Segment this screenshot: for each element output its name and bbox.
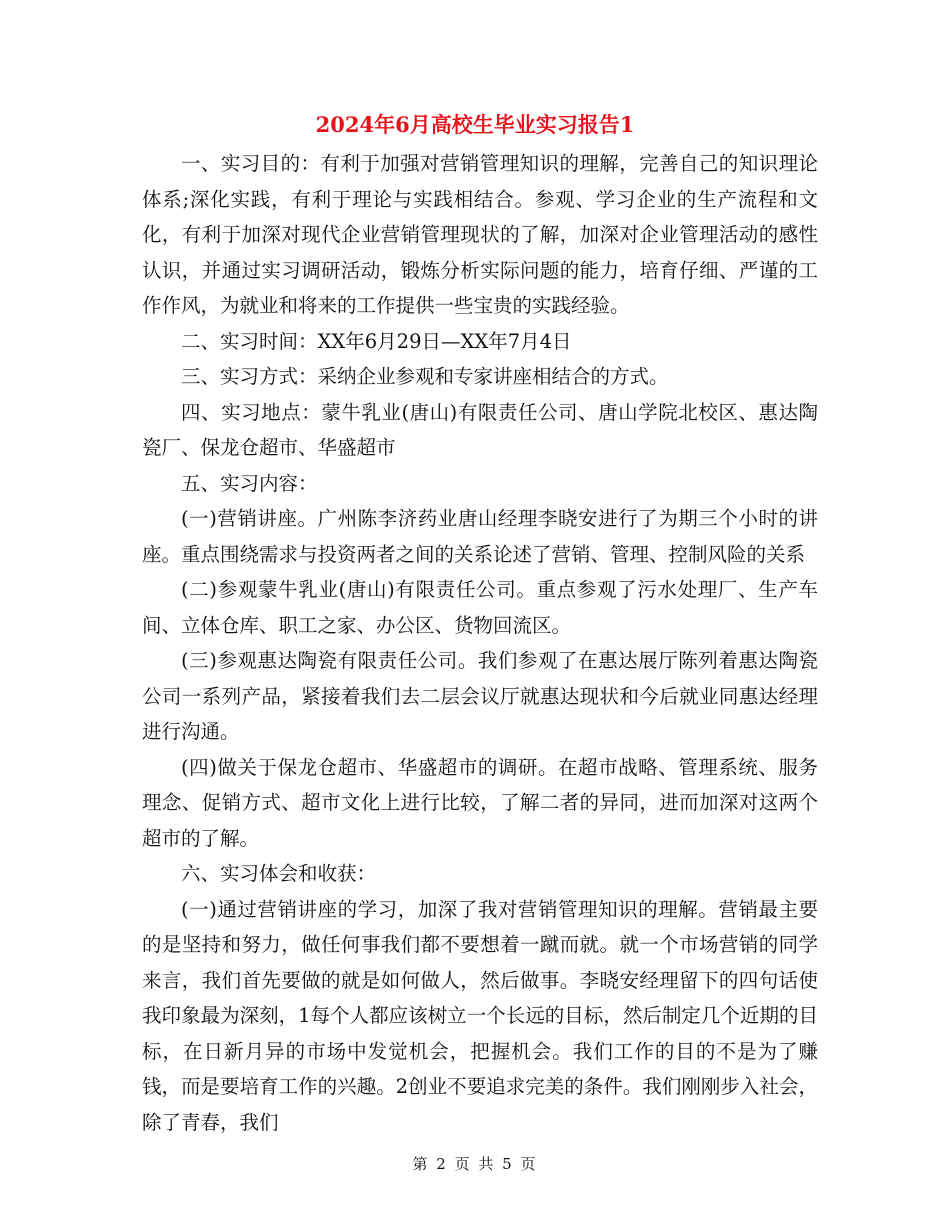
document-body: [142, 146, 818, 1140]
document-title: 2024年6月高校生毕业实习报告1: [315, 112, 635, 137]
paragraph-purpose: 一、实习目的：有利于加强对营销管理知识的理解，完善自己的知识理论体系;深化实践，有利于理论与实践相结合。参观、学习企业的生产流程和文化，有利于加深对现代企业营销管理现状的了解，加深对企业管理活动的感性认识，并通过实习调研活动，锻炼分析实际问题的能力，培育仔细、严谨的工作作风，为就业和将来的工作提供一些宝贵的实践经验。: [142, 152, 818, 317]
paragraph-huida-visit: (三)参观惠达陶瓷有限责任公司。我们参观了在惠达展厅陈列着惠达陶瓷公司一系列产品，紧接着我们去二层会议厅就惠达现状和今后就业同惠达经理进行沟通。: [142, 649, 818, 743]
paragraph-supermarket-research: (四)做关于保龙仓超市、华盛超市的调研。在超市战略、管理系统、服务理念、促销方式、超市文化上进行比较，了解二者的异同，进而加深对这两个超市的了解。: [142, 755, 818, 850]
paragraph-lecture: (一)营销讲座。广州陈李济药业唐山经理李晓安进行了为期三个小时的讲座。重点围绕需求与投资两者之间的关系论述了营销、管理、控制风险的关系: [142, 507, 818, 566]
paragraph-location: 四、实习地点：蒙牛乳业(唐山)有限责任公司、唐山学院北校区、惠达陶瓷厂、保龙仓超市、华盛超市: [142, 400, 818, 459]
paragraph-content-heading: 五、实习内容：: [181, 471, 318, 495]
paragraph-method: 三、实习方式：采纳企业参观和专家讲座相结合的方式。: [181, 365, 669, 388]
paragraph-gains-heading: 六、实习体会和收获：: [181, 862, 377, 885]
paragraph-lecture-gains: (一)通过营销讲座的学习，加深了我对营销管理知识的理解。营销最主要的是坚持和努力，做任何事我们都不要想着一蹴而就。就一个市场营销的同学来言，我们首先要做的就是如何做人，然后做事。李晓安经理留下的四句话使我印象最为深刻，1每个人都应该树立一个长远的目标，然后制定几个近期的目标，在日新月异的市场中发觉机会，把握机会。我们工作的目的不是为了赚钱，而是要培育工作的兴趣。2创业不要追求完美的条件。我们刚刚步入社会，除了青春，我们: [142, 897, 818, 1134]
paragraph-mengniu-visit: (二)参观蒙牛乳业(唐山)有限责任公司。重点参观了污水处理厂、生产车间、立体仓库、职工之家、办公区、货物回流区。: [142, 578, 818, 637]
page-number-footer: 第 2 页 共 5 页: [412, 1155, 538, 1173]
paragraph-time: 二、实习时间：XX年6月29日—XX年7月4日: [181, 329, 572, 353]
